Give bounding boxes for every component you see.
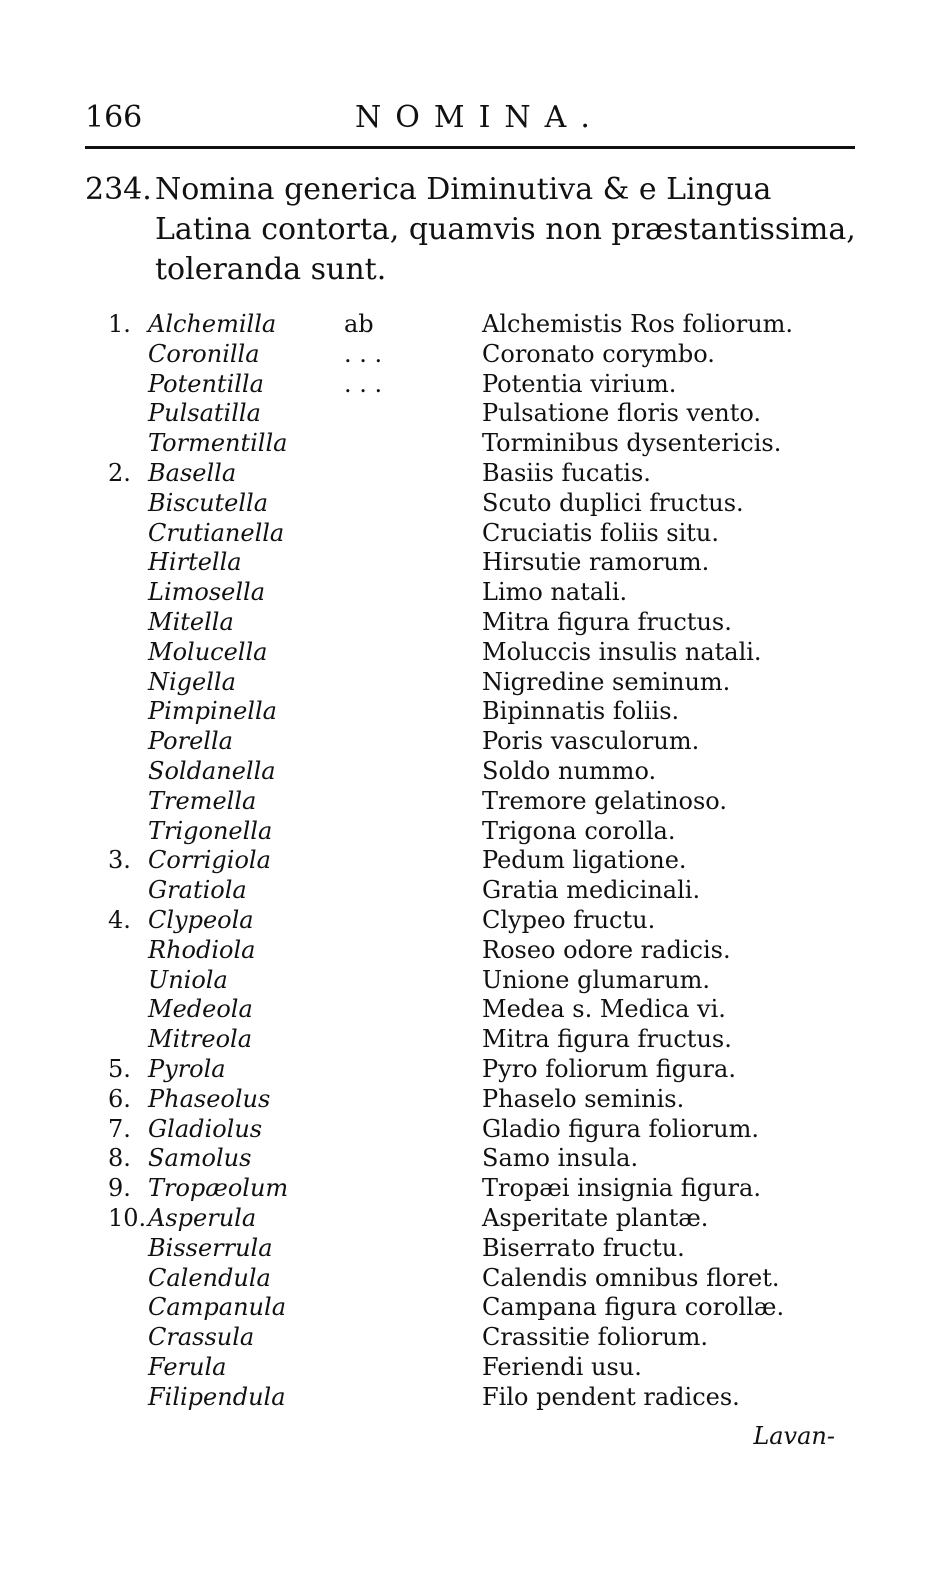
- list-item: [0, 787, 930, 817]
- genus-name: Corrigiola: [148, 846, 271, 875]
- etymology: Mitra figura fructus.: [482, 1025, 732, 1054]
- list-item: [0, 995, 930, 1025]
- genus-name: Filipendula: [148, 1382, 286, 1411]
- etymology: Trigona corolla.: [482, 816, 676, 845]
- page-header: [0, 100, 930, 150]
- list-item: [0, 310, 930, 340]
- entry-number: 3.: [108, 846, 131, 875]
- entry-number: 4.: [108, 905, 131, 934]
- etymology: Scuto duplici fructus.: [482, 488, 744, 517]
- entry-number: 9.: [108, 1174, 131, 1203]
- list-item: [0, 697, 930, 727]
- list-item: [0, 489, 930, 519]
- list-item: [0, 876, 930, 906]
- etymology: Basiis fucatis.: [482, 458, 651, 487]
- genus-name: Mitella: [148, 607, 234, 636]
- etymology: Hirsutie ramorum.: [482, 548, 710, 577]
- genus-name: Bisserrula: [148, 1233, 273, 1262]
- genus-name: Pulsatilla: [148, 399, 261, 428]
- genus-name: Coronilla: [148, 339, 260, 368]
- list-item: [0, 727, 930, 757]
- etymology: Filo pendent radices.: [482, 1382, 740, 1411]
- genus-name: Asperula: [148, 1203, 257, 1232]
- etymology: Tropæi insignia figura.: [482, 1174, 761, 1203]
- list-item: [0, 906, 930, 936]
- catchword: Lavan-: [753, 1422, 835, 1450]
- etymology: Phaselo seminis.: [482, 1084, 685, 1113]
- list-item: [0, 817, 930, 847]
- genus-name: Molucella: [148, 637, 268, 666]
- list-item: [0, 966, 930, 996]
- genus-name: Rhodiola: [148, 935, 256, 964]
- etymology: Nigredine seminum.: [482, 667, 731, 696]
- list-item: [0, 1174, 930, 1204]
- list-item: [0, 608, 930, 638]
- genus-name: Clypeola: [148, 905, 254, 934]
- etymology: Campana figura corollæ.: [482, 1293, 785, 1322]
- etymology: Mitra figura fructus.: [482, 607, 732, 636]
- list-item: [0, 578, 930, 608]
- etymology: Coronato corymbo.: [482, 339, 715, 368]
- etymology: Crassitie foliorum.: [482, 1323, 709, 1352]
- section-number: 234.: [85, 172, 152, 207]
- list-item: [0, 370, 930, 400]
- etymology: Asperitate plantæ.: [482, 1203, 709, 1232]
- list-item: [0, 340, 930, 370]
- etymology: Cruciatis foliis situ.: [482, 518, 720, 547]
- genus-name: Limosella: [148, 578, 265, 607]
- etymology: Torminibus dysentericis.: [482, 429, 782, 458]
- etymology: Potentia virium.: [482, 369, 677, 398]
- list-item: [0, 1025, 930, 1055]
- genus-name: Calendula: [148, 1263, 271, 1292]
- genus-name: Porella: [148, 727, 233, 756]
- etymology: Tremore gelatinoso.: [482, 786, 727, 815]
- list-item: [0, 1204, 930, 1234]
- list-item: [0, 1383, 930, 1413]
- header-rule: [85, 146, 855, 149]
- list-item: [0, 519, 930, 549]
- etymology: Moluccis insulis natali.: [482, 637, 762, 666]
- entry-number: 2.: [108, 458, 131, 487]
- list-item: [0, 846, 930, 876]
- etymology: Poris vasculorum.: [482, 727, 700, 756]
- genus-name: Nigella: [148, 667, 236, 696]
- genus-name: Biscutella: [148, 488, 269, 517]
- etymology: Unione glumarum.: [482, 965, 710, 994]
- list-item: [0, 1323, 930, 1353]
- entry-number: 6.: [108, 1084, 131, 1113]
- running-head: NOMINA.: [355, 100, 604, 135]
- list-item: [0, 638, 930, 668]
- genus-name: Tropæolum: [148, 1174, 289, 1203]
- etymology: Gladio figura foliorum.: [482, 1114, 759, 1143]
- list-item: [0, 668, 930, 698]
- genus-list: [0, 310, 930, 1412]
- genus-name: Tormentilla: [148, 429, 288, 458]
- list-item: [0, 757, 930, 787]
- etymology: Pedum ligatione.: [482, 846, 687, 875]
- genus-name: Gladiolus: [148, 1114, 263, 1143]
- list-item: [0, 936, 930, 966]
- etymology: Feriendi usu.: [482, 1352, 642, 1381]
- genus-name: Trigonella: [148, 816, 273, 845]
- list-item: [0, 429, 930, 459]
- genus-name: Campanula: [148, 1293, 286, 1322]
- etymology: Gratia medicinali.: [482, 876, 701, 905]
- etymology: Pyro foliorum figura.: [482, 1054, 736, 1083]
- etymology: Roseo odore radicis.: [482, 935, 731, 964]
- entry-mark: ab: [344, 310, 374, 338]
- entry-mark: . . .: [344, 339, 383, 368]
- etymology: Clypeo fructu.: [482, 905, 656, 934]
- genus-name: Ferula: [148, 1352, 227, 1381]
- list-item: [0, 399, 930, 429]
- genus-name: Tremella: [148, 786, 257, 815]
- genus-name: Crutianella: [148, 518, 285, 547]
- entry-number: 7.: [108, 1114, 131, 1143]
- genus-name: Pimpinella: [148, 697, 277, 726]
- genus-name: Crassula: [148, 1323, 255, 1352]
- list-item: [0, 1293, 930, 1323]
- genus-name: Potentilla: [148, 369, 264, 398]
- genus-name: Soldanella: [148, 756, 276, 785]
- section-text: Nomina generica Diminutiva & e Lingua Latina contorta, quamvis non præstantissima, toleranda sunt.: [155, 172, 856, 287]
- list-item: [0, 1353, 930, 1383]
- list-item: [0, 1264, 930, 1294]
- etymology: Biserrato fructu.: [482, 1233, 685, 1262]
- list-item: [0, 1115, 930, 1145]
- entry-number: 10.: [108, 1203, 147, 1232]
- genus-name: Gratiola: [148, 876, 247, 905]
- etymology: Limo natali.: [482, 578, 628, 607]
- genus-name: Uniola: [148, 965, 228, 994]
- list-item: [0, 459, 930, 489]
- genus-name: Alchemilla: [148, 310, 277, 338]
- list-item: [0, 548, 930, 578]
- page-number: 166: [85, 100, 143, 135]
- etymology: Medea s. Medica vi.: [482, 995, 726, 1024]
- entry-number: 1.: [108, 310, 131, 338]
- list-item: [0, 1234, 930, 1264]
- entry-number: 5.: [108, 1054, 131, 1083]
- genus-name: Mitreola: [148, 1025, 253, 1054]
- genus-name: Basella: [148, 458, 237, 487]
- genus-name: Hirtella: [148, 548, 242, 577]
- etymology: Pulsatione floris vento.: [482, 399, 762, 428]
- section-paragraph: [85, 170, 870, 290]
- genus-name: Phaseolus: [148, 1084, 271, 1113]
- genus-name: Samolus: [148, 1144, 252, 1173]
- list-item: [0, 1055, 930, 1085]
- genus-name: Pyrola: [148, 1054, 226, 1083]
- list-item: [0, 1144, 930, 1174]
- etymology: Bipinnatis foliis.: [482, 697, 680, 726]
- entry-number: 8.: [108, 1144, 131, 1173]
- etymology: Soldo nummo.: [482, 756, 657, 785]
- genus-name: Medeola: [148, 995, 253, 1024]
- entry-mark: . . .: [344, 369, 383, 398]
- list-item: [0, 1085, 930, 1115]
- etymology: Samo insula.: [482, 1144, 639, 1173]
- etymology: Alchemistis Ros foliorum.: [482, 310, 794, 338]
- etymology: Calendis omnibus floret.: [482, 1263, 780, 1292]
